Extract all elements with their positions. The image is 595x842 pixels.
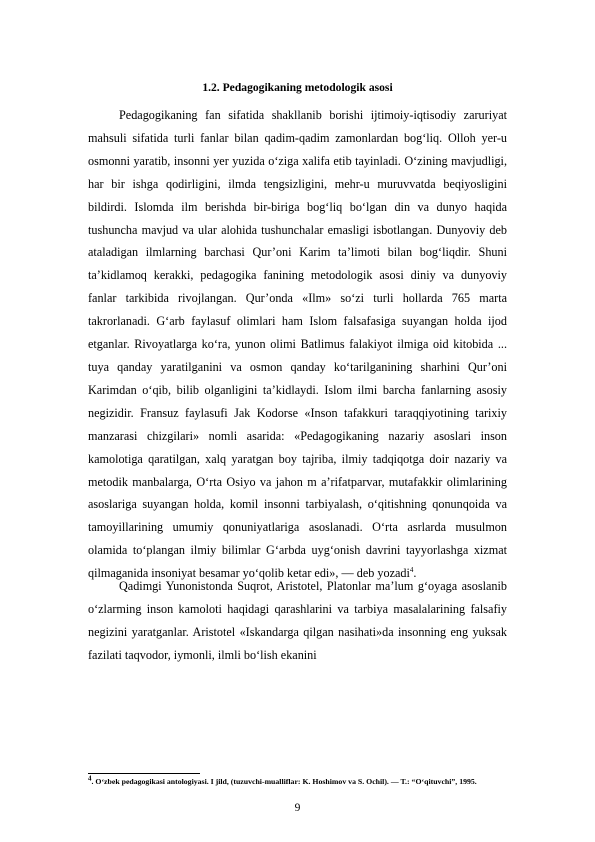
footnote-reference[interactable]: 4 xyxy=(409,566,414,575)
footnote-separator xyxy=(88,773,200,774)
paragraph-2 xyxy=(88,575,507,667)
paragraph-2-text: Qadimgi Yunonistonda Suqrot, Aristotel, Platonlar ma’lum g‘oyaga asoslanib o‘zlarming inson kamoloti haqidagi qarashlarini va tarbiya masalalarining falsafiy negizini yaratganlar. Aristotel «Iskandarga qilgan nasihati»da insonning eng yuksak fazilati taqvodor, iymonli, ilmli bo‘lish ekanini xyxy=(88,579,507,662)
page-number: 9 xyxy=(294,802,301,814)
footnote-marker: 4 xyxy=(88,774,92,783)
paragraph-1-text: Pedagogikaning fan sifatida shakllanib borishi ijtimoiy-iqtisodiy zaruriyat mahsuli sifatida turli fanlar bilan qadim-qadim zamonlardan bog‘liq. Olloh yer-u osmonni yaratib, insonni yer yuzida o‘ziga xalifa etib tayinladi. O‘zining mavjudligi, har bir ishga qodirligini, ilmda tengsizligini, mehr-u muruvvatda beqiyosligini bildirdi. Islomda ilm berishda bir-biriga bog‘liq bo‘lgan din va dunyo haqida tushuncha mavjud va ular alohida tushunchalar emasligi isbotlangan. Dunyoviy deb ataladigan ilmlarning barchasi Qur’oni Karim ta’limoti bilan bog‘liqdir. Shuni ta’kidlamoq kerakki, pedagogika fanining metodologik asosi diniy va dunyoviy fanlar tarkibida rivojlangan. Qur’onda «Ilm» so‘zi turli hollarda 765 marta takrorlanadi. G‘arb faylasuf olimlari ham Islom falsafasiga suyangan holda ijod etganlar. Rivoyatlarga ko‘ra, yunon olimi Batlimus falakiyot ilmiga oid kitobida ... tuya qanday yaratilganini va osmon qanday ko‘tarilganining sharhini Qur’oni Karimdan o‘qib, bilib olganligini ta’kidlaydi. Islom ilmi barcha fanlarning asosiy negizidir. Fransuz faylasufi Jak Kodorse «Inson tafakkuri taraqqiyotining tarixiy manzarasi chizgilari» nomli asarida: «Pedagogikaning nazariy asoslari inson kamolotiga qaratilgan, xalq yaratgan boy tajriba, ilmiy tadqiqotga doir nazariy va metodik manbalarga, O‘rta Osiyo va jahon m a’rifatparvar, mutafakkir olimlarining asoslariga suyangan holda, komil insonni tarbiyalash, o‘qitishning qonunqoida va tamoyillarining umumiy qonuniyatlariga asoslanadi. O‘rta asrlarda musulmon olamida to‘plangan ilmiy bilimlar G‘arbda uyg‘onish davrini tayyorlashga xizmat qilmaganida insoniyat besamar yo‘qolib ketar edi», — deb yozadi xyxy=(88,108,507,581)
footnote-text: . O‘zbek pedagogikasi antologiyasi. I jild, (tuzuvchi-mualliflar: K. Hoshimov va S. Ochil). — T.: “O‘qituvchi”, 1995. xyxy=(91,777,477,786)
paragraph-1-end: . xyxy=(413,566,417,581)
section-title: 1.2. Pedagogikaning metodologik asosi xyxy=(202,81,393,94)
paragraph-1 xyxy=(88,104,507,585)
footnote xyxy=(88,774,507,787)
